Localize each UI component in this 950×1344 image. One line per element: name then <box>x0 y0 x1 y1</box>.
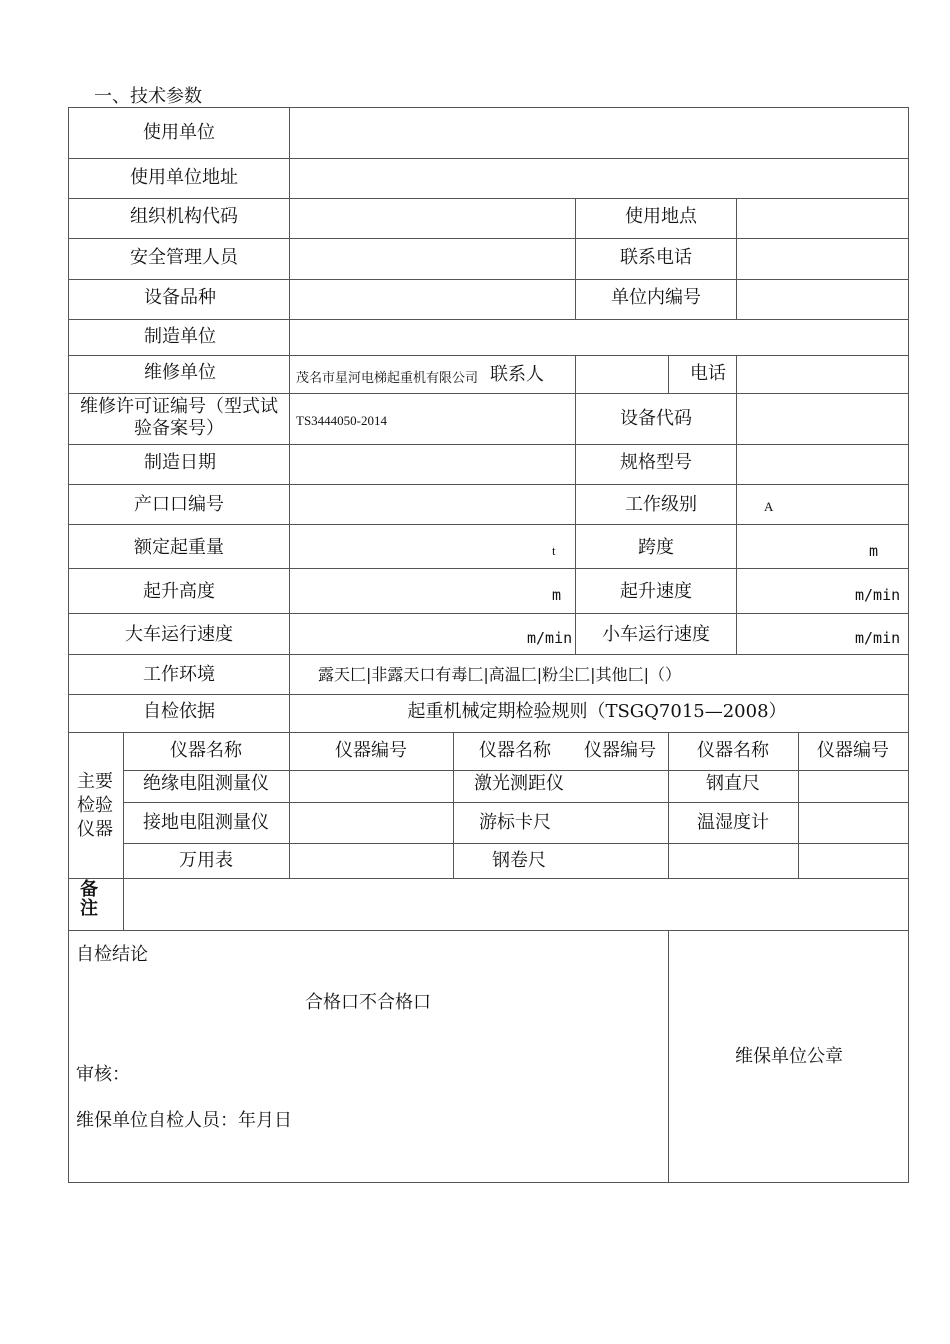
rule <box>68 319 909 320</box>
instrument-name: 激光测距仪 <box>474 773 564 794</box>
contact-person-label: 联系人 <box>490 364 544 385</box>
rule <box>68 393 909 394</box>
rule <box>68 613 909 614</box>
rule <box>736 393 737 654</box>
safety-manager-label: 安全管理人员 <box>130 247 238 268</box>
rule <box>736 198 737 319</box>
maintenance-unit-label: 维修单位 <box>144 362 216 383</box>
instrument-name: 钢卷尺 <box>492 850 546 871</box>
equipment-code-label: 设备代码 <box>620 408 692 429</box>
phone-label: 电话 <box>690 363 726 384</box>
basis-label: 自检依据 <box>143 701 215 722</box>
rule <box>123 770 909 771</box>
internal-number-label: 单位内编号 <box>611 287 701 308</box>
instrument-name: 万用表 <box>179 850 233 871</box>
maintenance-unit-value: 茂名市星河电梯起重机有限公司 <box>296 370 479 385</box>
user-unit-label: 使用单位 <box>143 122 215 143</box>
org-code-label: 组织机构代码 <box>130 206 238 227</box>
cart-speed-label: 大车运行速度 <box>125 624 233 645</box>
rule <box>68 524 909 525</box>
rule <box>668 930 669 1182</box>
rule <box>289 107 290 732</box>
conclusion-options: 合格口不合格口 <box>305 992 431 1013</box>
conclusion-title: 自检结论 <box>76 944 148 965</box>
rule <box>668 355 669 393</box>
lift-height-unit: m <box>552 586 562 604</box>
rule <box>68 444 909 445</box>
work-level-value: A <box>764 499 774 514</box>
instrument-header: 仪器名称 <box>170 740 242 761</box>
environment-label: 工作环境 <box>143 664 215 685</box>
rule <box>68 930 909 931</box>
rule <box>68 732 909 733</box>
seal-label: 维保单位公章 <box>735 1046 843 1067</box>
trolley-speed-unit: m/min <box>855 629 901 647</box>
rated-load-label: 额定起重量 <box>134 537 224 558</box>
spec-model-label: 规格型号 <box>620 452 692 473</box>
trolley-speed-label: 小车运行速度 <box>602 624 710 645</box>
rule <box>68 355 909 356</box>
rule <box>68 198 909 199</box>
rule <box>575 198 576 319</box>
license-label: 维修许可证编号（型式试验备案号） <box>80 396 278 439</box>
section-title: 一、技术参数 <box>94 86 202 107</box>
product-number-label: 产口口编号 <box>134 494 224 515</box>
instrument-name: 接地电阻测量仪 <box>143 812 269 833</box>
instrument-name: 温湿度计 <box>697 812 769 833</box>
instrument-header: 仪器编号 <box>584 740 656 761</box>
remarks-label: 备注 <box>80 879 98 919</box>
rule <box>68 158 909 159</box>
contact-phone-label: 联系电话 <box>620 247 692 268</box>
rule <box>736 355 737 393</box>
rule <box>68 279 909 280</box>
rule <box>289 732 290 878</box>
rule <box>798 732 799 878</box>
rule <box>575 355 576 393</box>
rule <box>68 238 909 239</box>
instrument-name: 游标卡尺 <box>479 812 551 833</box>
manufacture-date-label: 制造日期 <box>144 452 216 473</box>
rule <box>123 802 909 803</box>
rule <box>453 732 454 878</box>
work-level-label: 工作级别 <box>625 494 697 515</box>
rule <box>668 732 669 878</box>
basis-value: 起重机械定期检验规则（TSGQ7015—2008） <box>407 701 787 722</box>
rule <box>68 654 909 655</box>
instrument-header: 仪器名称 <box>479 740 551 761</box>
equipment-type-label: 设备品种 <box>144 287 216 308</box>
instrument-header: 仪器名称 <box>697 740 769 761</box>
user-address-label: 使用单位地址 <box>130 167 238 188</box>
use-location-label: 使用地点 <box>625 206 697 227</box>
environment-options: 露天匚|非露天口有毒匚|高温匚|粉尘匚|其他匚|（） <box>318 665 681 684</box>
inspector-line: 维保单位自检人员：年月日 <box>76 1110 292 1131</box>
rule <box>123 732 124 930</box>
instrument-name: 绝缘电阻测量仪 <box>143 773 269 794</box>
instrument-header: 仪器编号 <box>817 740 889 761</box>
cart-speed-unit: m/min <box>527 629 573 647</box>
reviewer-label: 审核： <box>76 1064 130 1085</box>
license-value: TS3444050-2014 <box>296 413 387 428</box>
instruments-section-label: 主要检验仪器 <box>77 771 113 840</box>
rule <box>68 568 909 569</box>
rule <box>68 484 909 485</box>
manufacturer-label: 制造单位 <box>144 326 216 347</box>
rule <box>68 878 909 879</box>
rule <box>123 843 909 844</box>
rated-load-unit: t <box>552 543 556 558</box>
instrument-name: 钢直尺 <box>706 773 760 794</box>
instrument-header: 仪器编号 <box>335 740 407 761</box>
rule <box>575 393 576 654</box>
span-unit: m <box>869 542 879 560</box>
rule <box>68 694 909 695</box>
lift-speed-unit: m/min <box>855 586 901 604</box>
span-label: 跨度 <box>638 537 674 558</box>
lift-height-label: 起升高度 <box>143 581 215 602</box>
lift-speed-label: 起升速度 <box>620 581 692 602</box>
